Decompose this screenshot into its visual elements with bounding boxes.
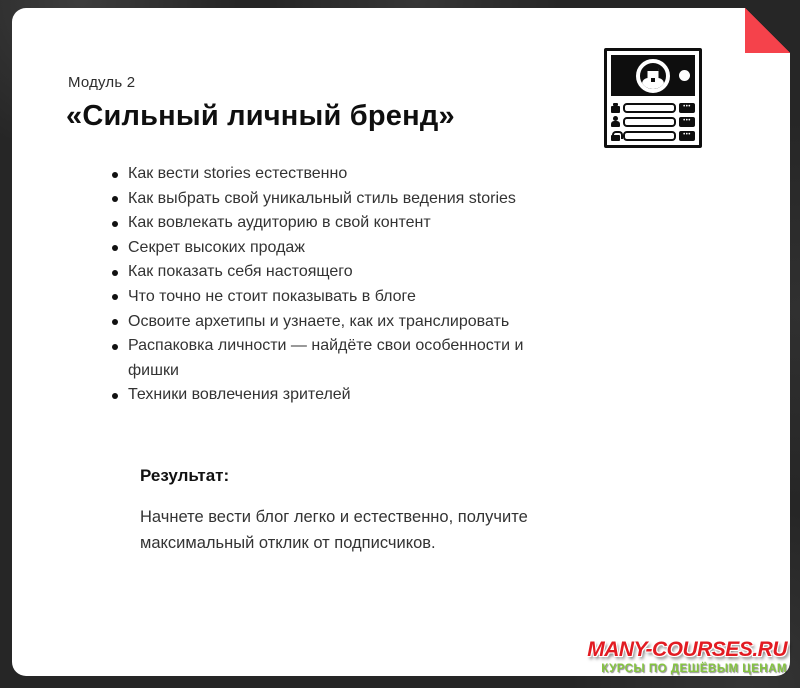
field-bar: [623, 131, 676, 141]
result-text: Начнете вести блог легко и естественно, получите максимальный отклик от подписчиков.: [140, 508, 528, 552]
module-title: «Сильный личный бренд»: [66, 100, 455, 132]
profile-card-row: [611, 131, 695, 141]
dot-icon: [679, 70, 690, 81]
list-item: Как вовлекать аудиторию в свой контент: [112, 211, 560, 236]
profile-card-row: [611, 117, 695, 127]
site-watermark: [587, 638, 787, 675]
watermark-subtitle: КУРСЫ ПО ДЕШЁВЫМ ЦЕНАМ: [601, 663, 787, 675]
user-icon: [611, 121, 620, 127]
list-item: Распаковка личности — найдёте свои особенности и фишки: [112, 334, 560, 383]
profile-card-row: [611, 103, 695, 113]
result-heading: Результат:: [140, 466, 230, 485]
module-card: [12, 8, 790, 676]
field-bar: [623, 103, 676, 113]
avatar-collar: [651, 78, 655, 82]
list-item: Как вести stories естественно: [112, 162, 560, 187]
list-item: Секрет высоких продаж: [112, 236, 560, 261]
profile-card-illustration: [604, 48, 702, 148]
ellipsis-icon: •••: [679, 117, 695, 127]
field-bar: [623, 117, 676, 127]
ellipsis-icon: •••: [679, 103, 695, 113]
module-kicker: Модуль 2: [68, 74, 136, 91]
list-item: Что точно не стоит показывать в блоге: [112, 285, 560, 310]
profile-card-fields: [611, 103, 695, 141]
module-topics-list: [112, 162, 560, 408]
list-item: Техники вовлечения зрителей: [112, 383, 560, 408]
lock-icon: [611, 135, 620, 141]
avatar-icon: [636, 59, 670, 93]
watermark-title: MANY-COURSES.RU: [587, 638, 787, 661]
ellipsis-icon: •••: [679, 131, 695, 141]
list-item: Как показать себя настоящего: [112, 260, 560, 285]
list-item: Освоите архетипы и узнаете, как их транслировать: [112, 310, 560, 335]
briefcase-icon: [611, 106, 620, 113]
avatar-hair: [645, 66, 658, 71]
list-item: Как выбрать свой уникальный стиль ведения stories: [112, 187, 560, 212]
folded-corner-decoration: [745, 8, 790, 53]
